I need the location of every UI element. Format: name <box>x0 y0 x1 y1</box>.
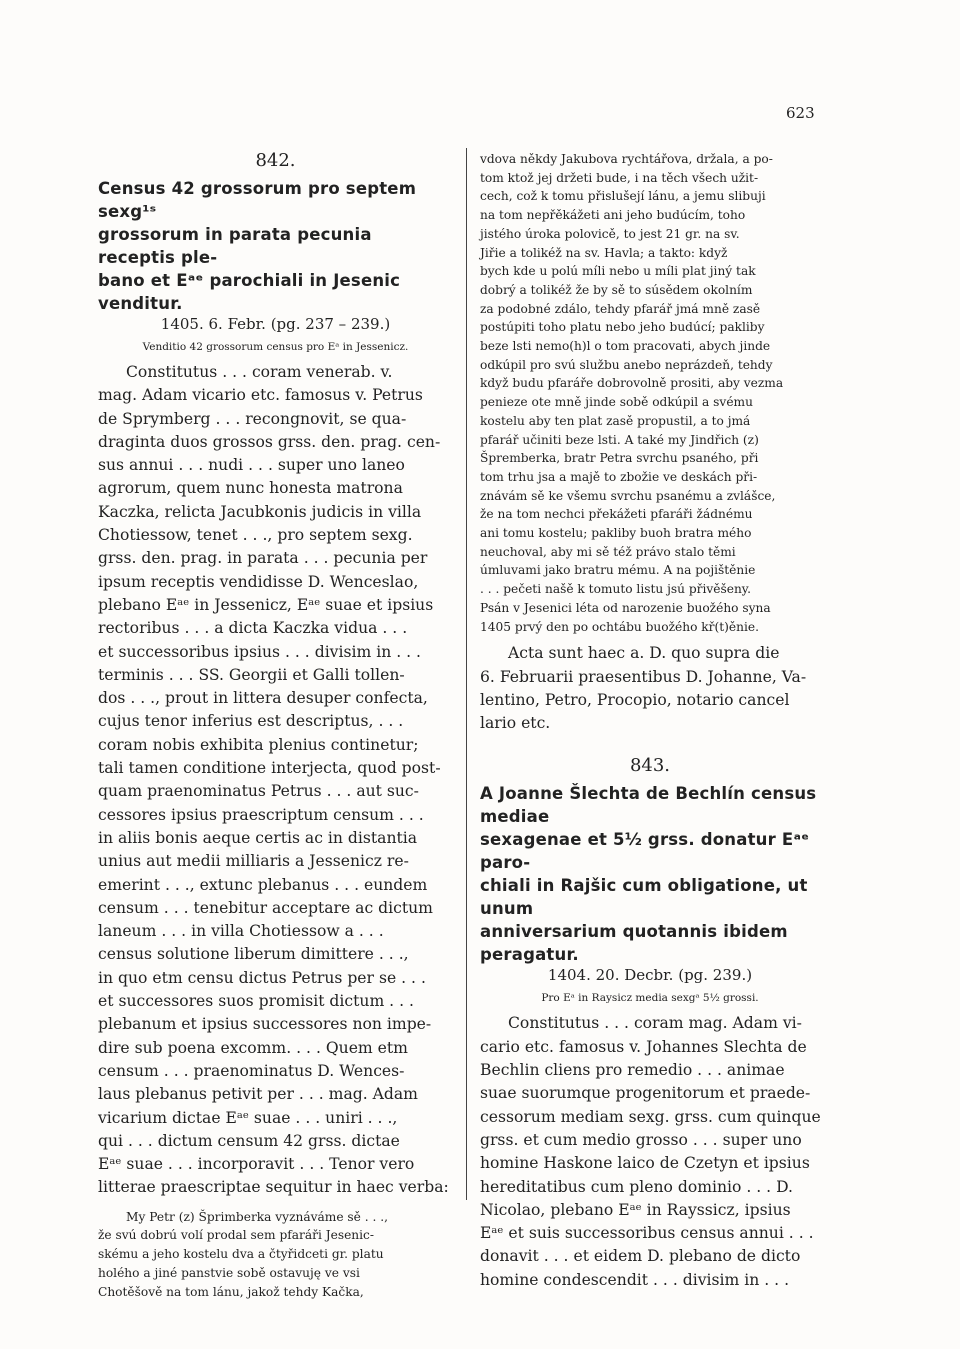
body-line: Bechlin cliens pro remedio . . . animae <box>480 1061 785 1080</box>
czech-line: jistého úroka polovicě, to jest 21 gr. na sv. <box>480 226 740 241</box>
doc-843-number: 843. <box>629 755 671 777</box>
doc-842-acta <box>480 642 820 735</box>
czech-line: znávám sě ke všemu svrchu psanému a zvlášce, <box>480 488 776 503</box>
body-line: emerint . . ., extunc plebanus . . . eundem <box>98 875 428 894</box>
body-line: census solutione liberum dimittere . . ., <box>98 945 409 964</box>
acta-line: Acta sunt haec a. D. quo supra die <box>508 644 780 663</box>
czech-line: na tom nepřěkážeti ani jeho budúcím, toho <box>480 208 746 223</box>
body-line: unius aut medii milliaris a Jessenicz re- <box>98 852 409 871</box>
body-line: cessores ipsius praescriptum censum . . . <box>98 805 424 824</box>
body-line: grss. den. prag. in parata . . . pecunia per <box>98 549 428 568</box>
doc-842-heading-line: Census 42 grossorum pro septem sexg¹ˢ <box>98 179 417 221</box>
czech-line: Psán v Jesenici léta od narozenie buožého syna <box>480 600 771 615</box>
body-line: homine condescendit . . . divisim in . . . <box>480 1270 790 1289</box>
doc-843-heading-line: chiali in Rajšic cum obligatione, ut unum <box>480 876 808 919</box>
body-line: dos . . ., prout in littera desuper confecta, <box>98 689 428 708</box>
column-divider <box>466 148 467 1200</box>
body-line: cujus tenor inferius est descriptus, . . . <box>98 712 404 731</box>
body-line: censum . . . praenominatus D. Wences- <box>98 1061 405 1080</box>
doc-843-heading <box>480 782 820 966</box>
body-line: grss. et cum medio grosso . . . super uno <box>480 1130 802 1149</box>
czech-line: tom ktož jej držeti bude, i na těch všech užit- <box>480 170 759 185</box>
czech-line: Jiřie a tolikéž na sv. Havla; a takto: když <box>480 245 728 260</box>
doc-842-summary: Venditio 42 grossorum census pro Eᵃ in Jessenicz. <box>142 341 409 353</box>
doc-843-heading-line: anniversarium quotannis ibidem peragatur. <box>480 922 788 965</box>
czech-line: ani tomu kostelu; pakliby buoh bratra mého <box>480 526 752 541</box>
body-line: de Sprymberg . . . recongnovit, se qua- <box>98 409 407 428</box>
body-line: litterae praescriptae sequitur in haec verba: <box>98 1178 449 1197</box>
doc-843-summary: Pro Eᵃ in Raysicz media sexgᵃ 5½ grossi. <box>541 992 759 1005</box>
doc-843-heading-line: A Joanne Šlechta de Bechlín census mediae <box>480 784 817 827</box>
czech-line: skému a jeho kostelu dva a čtyřidceti gr. platu <box>98 1247 384 1262</box>
czech-line: neuchoval, aby mi sě též právo stalo těmi <box>480 544 736 559</box>
czech-line: holého a jiné panstvie sobě ostavuję ve vsi <box>98 1265 360 1280</box>
acta-line: lario etc. <box>480 714 551 733</box>
doc-842-czech-text-left <box>98 1208 453 1302</box>
czech-line: když budu pfaráře dobrovolně prositi, aby vezma <box>480 376 784 391</box>
body-line: censum . . . tenebitur acceptare ac dictum <box>98 898 433 917</box>
czech-line: Chotěšově na tom lánu, jakož tehdy Kačka, <box>98 1284 364 1299</box>
czech-line: penieze ote mně jinde sobě odkúpil a svému <box>480 395 753 410</box>
body-line: Eᵃᵉ et suis successoribus census annui . . . <box>480 1224 814 1243</box>
body-line: hereditatibus cum pleno dominio . . . D. <box>480 1177 793 1196</box>
czech-line: 1405 prvý den po ochtábu buožého kř(t)ěnie. <box>480 619 759 634</box>
czech-line: . . . pečeti našě k tomuto listu jsú přivěšeny. <box>480 582 751 597</box>
czech-line: My Petr (z) Šprimberka vyznáváme sě . . ., <box>126 1209 388 1224</box>
czech-line: že svú dobrú volí prodal sem pfaráři Jesenic- <box>98 1228 374 1243</box>
czech-line: úmluvami jako bratru mému. A na pojištěnie <box>480 563 756 578</box>
body-line: qui . . . dictum censum 42 grss. dictae <box>98 1131 400 1150</box>
czech-line: tom trhu jsa a majě to zbožie ve deskách při- <box>480 469 758 484</box>
doc-842-heading-line: grossorum in parata pecunia receptis ple- <box>98 225 372 267</box>
body-line: et successores suos promisit dictum . . . <box>98 992 414 1011</box>
body-line: sus annui . . . nudi . . . super uno laneo <box>98 456 405 475</box>
doc-842-heading <box>98 177 453 315</box>
body-line: vicarium dictae Eᵃᵉ suae . . . uniri . . ., <box>98 1108 398 1127</box>
doc-842-heading-line: bano et Eᵃᵉ parochiali in Jesenic venditur. <box>98 271 401 313</box>
body-line: agrorum, quem nunc honesta matrona <box>98 479 403 498</box>
body-line: et successoribus ipsius . . . divisim in . . . <box>98 642 421 661</box>
body-line: cario etc. famosus v. Johannes Slechta de <box>480 1037 807 1056</box>
czech-line: beze lsti nemo(h)l o tom pracovati, abych jinde <box>480 339 771 354</box>
body-line: Chotiessow, tenet . . ., pro septem sexg. <box>98 526 413 545</box>
body-line: Constitutus . . . coram mag. Adam vi- <box>508 1014 802 1033</box>
body-line: homine Haskone laico de Czetyn et ipsius <box>480 1154 810 1173</box>
body-line: Constitutus . . . coram venerab. v. <box>126 363 393 381</box>
acta-line: lentino, Petro, Procopio, notario cancel <box>480 690 790 709</box>
czech-line: pfarář učiniti beze lsti. A také my Jindřich (z) <box>480 432 759 447</box>
doc-842-body <box>98 361 453 1200</box>
doc-843-body <box>480 1012 820 1292</box>
body-line: ipsum receptis vendidisse D. Wenceslao, <box>98 572 419 591</box>
body-line: Eᵃᵉ suae . . . incorporavit . . . Tenor vero <box>98 1155 415 1174</box>
doc-842-number: 842. <box>255 150 296 171</box>
body-line: Nicolao, plebano Eᵃᵉ in Rayssicz, ipsius <box>480 1200 791 1219</box>
body-line: rectoribus . . . a dicta Kaczka vidua . . . <box>98 619 408 638</box>
czech-line: za podobné zdálo, tehdy pfarář jmá mně zasě <box>480 301 761 316</box>
page-number: 623 <box>786 104 815 122</box>
left-column <box>98 150 453 1301</box>
body-line: plebano Eᵃᵉ in Jessenicz, Eᵃᵉ suae et ipsius <box>98 595 434 614</box>
czech-line: postúpiti toho platu nebo jeho budúcí; pakliby <box>480 320 765 335</box>
czech-line: Špremberka, bratr Petra svrchu psaného, při <box>480 451 759 466</box>
body-line: donavit . . . et eidem D. plebano de dicto <box>480 1247 801 1266</box>
body-line: dire sub poena excomm. . . . Quem etm <box>98 1038 408 1057</box>
czech-line: bych kde u polú míli nebo u míli plat jiný tak <box>480 264 756 279</box>
czech-line: vdova někdy Jakubova rychtářova, držala, a po- <box>480 152 773 166</box>
body-line: laus plebanus petivit per . . . mag. Adam <box>98 1085 418 1104</box>
body-line: cessorum mediam sexg. grss. cum quinque <box>480 1107 821 1126</box>
body-line: Kaczka, relicta Jacubkonis judicis in villa <box>98 502 422 521</box>
czech-line: dobrý a tolikéž že by sě to súsědem okolním <box>480 282 753 297</box>
doc-843-date: 1404. 20. Decbr. (pg. 239.) <box>547 966 753 985</box>
body-line: draginta duos grossos grss. den. prag. cen- <box>98 432 441 451</box>
czech-line: že na tom nechci překážeti pfaráři žádnému <box>480 507 753 522</box>
body-line: suae suorumque progenitorum et praede- <box>480 1084 811 1103</box>
acta-line: 6. Februarii praesentibus D. Johanne, Va- <box>480 667 807 686</box>
doc-843-heading-line: sexagenae et 5½ grss. donatur Eᵃᵉ paro- <box>480 830 810 873</box>
body-line: mag. Adam vicario etc. famosus v. Petrus <box>98 386 423 405</box>
body-line: in quo etm censu dictus Petrus per se . . . <box>98 968 426 987</box>
czech-line: kostelu aby ten plat zasě propustil, a to jmá <box>480 413 751 428</box>
czech-line: odkúpil pro svú službu anebo neprázdeň, tehdy <box>480 357 773 372</box>
body-line: tali tamen conditione interjecta, quod post- <box>98 759 441 778</box>
body-line: quam praenominatus Petrus . . . aut suc- <box>98 782 419 801</box>
body-line: in aliis bonis aeque certis ac in distantia <box>98 828 418 847</box>
body-line: laneum . . . in villa Chotiessow a . . . <box>98 922 384 941</box>
doc-842-date: 1405. 6. Febr. (pg. 237 – 239.) <box>160 315 391 333</box>
body-line: terminis . . . SS. Georgii et Galli tollen- <box>98 665 405 684</box>
body-line: plebanum et ipsius successores non impe- <box>98 1015 432 1034</box>
doc-842-czech-text-right <box>480 150 820 636</box>
right-column <box>480 150 820 1292</box>
body-line: coram nobis exhibita plenius continetur; <box>98 735 419 754</box>
czech-line: cech, což k tomu přislušejí lánu, a jemu slibuji <box>480 189 766 204</box>
